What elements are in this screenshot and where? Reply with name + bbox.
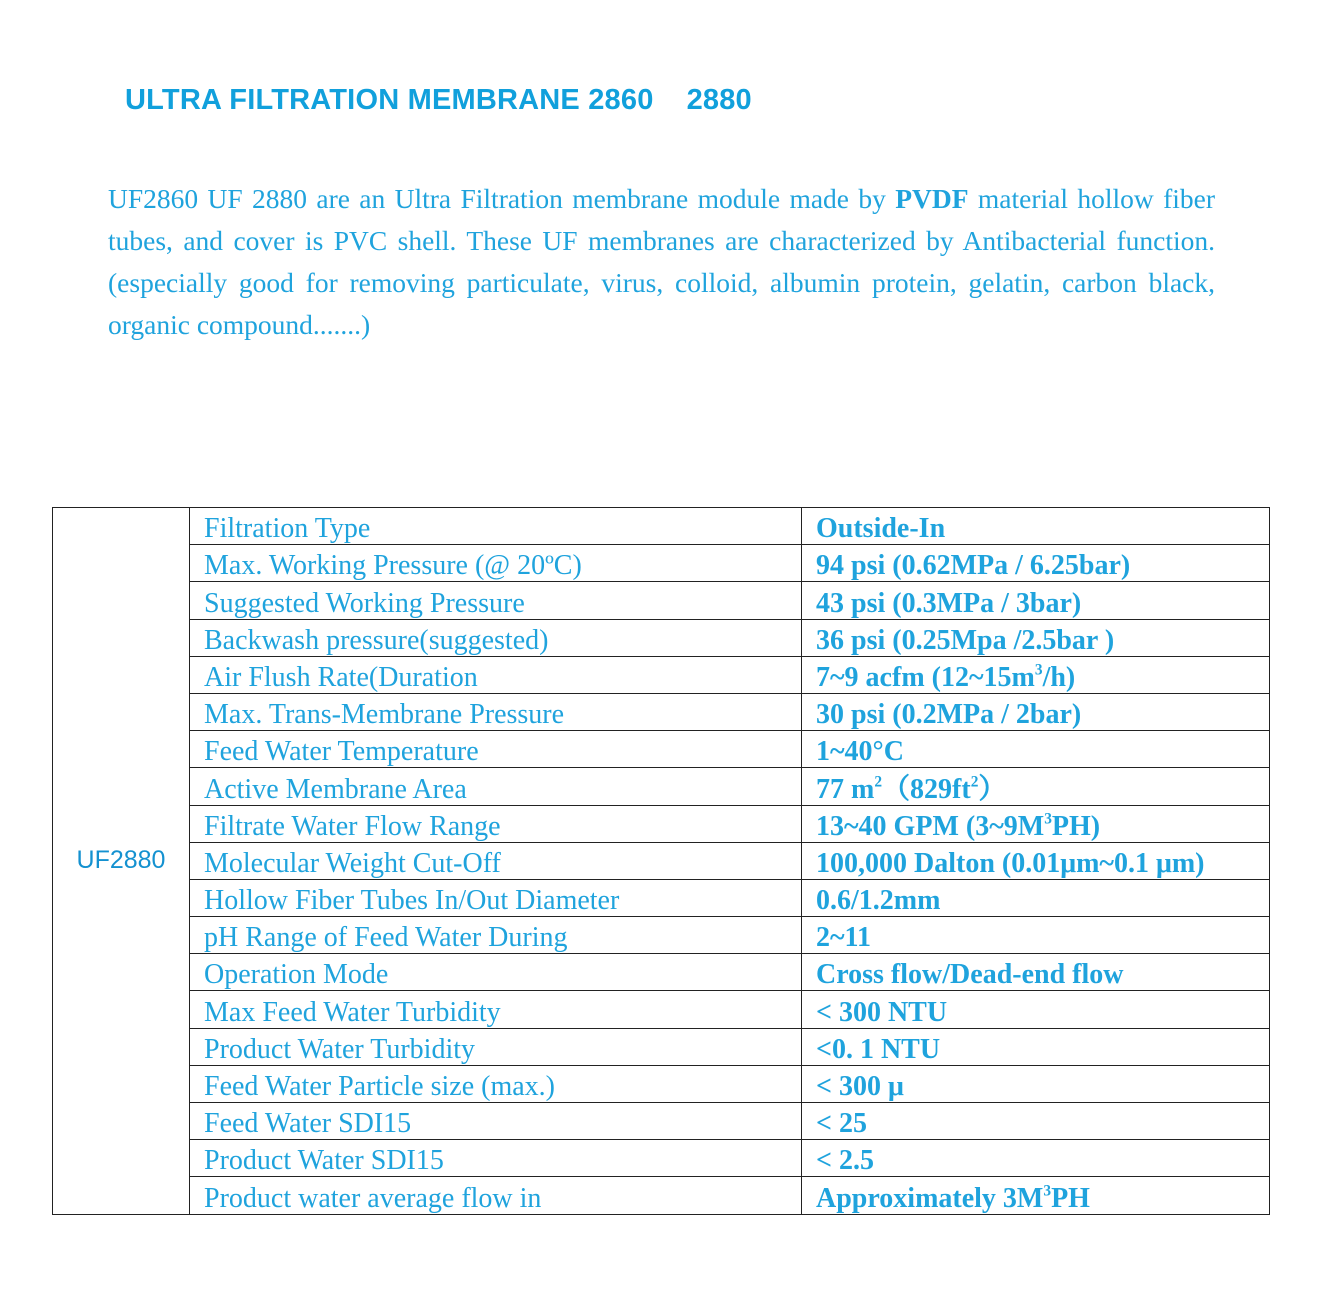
value-operation-mode: Cross flow/Dead-end flow xyxy=(802,954,1270,991)
value-filtrate-flow-range xyxy=(802,805,1270,842)
value-fiber-diameter: 0.6/1.2mm xyxy=(802,879,1270,916)
superscript: 3 xyxy=(1044,810,1052,828)
value-product-average-flow xyxy=(802,1177,1270,1214)
value-part: PH) xyxy=(1051,810,1101,842)
intro-paragraph xyxy=(108,178,1215,346)
table-row xyxy=(53,954,1270,991)
param-mwco: Molecular Weight Cut-Off xyxy=(190,842,802,879)
param-ph-range: pH Range of Feed Water During xyxy=(190,917,802,954)
value-part: PH xyxy=(1051,1182,1090,1214)
value-part: （829ft xyxy=(882,773,971,805)
value-part: /h) xyxy=(1042,661,1076,693)
intro-text-after: material hollow fiber tubes, and cover is PVC shell. These UF membranes are characterized by Antibacterial function.(especially good for removing particulate, virus, colloid, albumin protein, gelatin, carbon black, organic compound.......) xyxy=(108,183,1216,340)
table-row xyxy=(53,1103,1270,1140)
value-feed-water-temperature: 1~40°C xyxy=(802,731,1270,768)
param-filtrate-flow-range: Filtrate Water Flow Range xyxy=(190,805,802,842)
param-air-flush-rate: Air Flush Rate(Duration xyxy=(190,656,802,693)
value-filtration-type: Outside-In xyxy=(802,508,1270,545)
param-product-turbidity: Product Water Turbidity xyxy=(190,1028,802,1065)
superscript: 3 xyxy=(1034,661,1043,679)
table-row xyxy=(53,991,1270,1028)
table-row xyxy=(53,1140,1270,1177)
page-title: ULTRA FILTRATION MEMBRANE 2860 2880 xyxy=(125,84,752,116)
superscript: 2 xyxy=(970,772,979,790)
param-product-average-flow: Product water average flow in xyxy=(190,1177,802,1214)
value-part: ） xyxy=(978,773,1007,805)
param-backwash-pressure: Backwash pressure(suggested) xyxy=(190,619,802,656)
value-part: Approximately 3M xyxy=(816,1182,1044,1214)
table-row xyxy=(53,768,1270,805)
value-product-sdi15: < 2.5 xyxy=(802,1140,1270,1177)
table-row xyxy=(53,879,1270,916)
param-fiber-diameter: Hollow Fiber Tubes In/Out Diameter xyxy=(190,879,802,916)
value-feed-sdi15: < 25 xyxy=(802,1103,1270,1140)
specification-table xyxy=(52,507,1270,1215)
param-suggested-working-pressure: Suggested Working Pressure xyxy=(190,582,802,619)
value-mwco: 100,000 Dalton (0.01μm~0.1 μm) xyxy=(802,842,1270,879)
table-row xyxy=(53,917,1270,954)
table-row xyxy=(53,545,1270,582)
value-part: 77 m xyxy=(816,773,875,805)
value-product-turbidity: <0. 1 NTU xyxy=(802,1028,1270,1065)
model-cell: UF2880 xyxy=(53,508,190,1215)
value-air-flush-rate xyxy=(802,656,1270,693)
intro-text-before: UF2860 UF 2880 are an Ultra Filtration membrane module made by xyxy=(108,183,896,214)
table-row xyxy=(53,582,1270,619)
param-active-membrane-area: Active Membrane Area xyxy=(190,768,802,805)
value-max-working-pressure: 94 psi (0.62MPa / 6.25bar) xyxy=(802,545,1270,582)
param-feed-water-temperature: Feed Water Temperature xyxy=(190,731,802,768)
param-filtration-type: Filtration Type xyxy=(190,508,802,545)
value-part: 7~9 acfm (12~15m xyxy=(816,661,1035,693)
table-row xyxy=(53,693,1270,730)
param-max-tmp: Max. Trans-Membrane Pressure xyxy=(190,693,802,730)
param-product-sdi15: Product Water SDI15 xyxy=(190,1140,802,1177)
value-max-feed-turbidity: < 300 NTU xyxy=(802,991,1270,1028)
param-max-working-pressure: Max. Working Pressure (@ 20ºC) xyxy=(190,545,802,582)
table-row xyxy=(53,656,1270,693)
superscript: 2 xyxy=(874,772,883,790)
value-backwash-pressure: 36 psi (0.25Mpa /2.5bar ) xyxy=(802,619,1270,656)
param-operation-mode: Operation Mode xyxy=(190,954,802,991)
value-suggested-working-pressure: 43 psi (0.3MPa / 3bar) xyxy=(802,582,1270,619)
param-feed-particle-size: Feed Water Particle size (max.) xyxy=(190,1065,802,1102)
table-row xyxy=(53,842,1270,879)
table-row xyxy=(53,1177,1270,1214)
param-max-feed-turbidity: Max Feed Water Turbidity xyxy=(190,991,802,1028)
value-active-membrane-area xyxy=(802,768,1270,805)
table-row xyxy=(53,731,1270,768)
table-row xyxy=(53,1028,1270,1065)
table-row xyxy=(53,1065,1270,1102)
param-feed-sdi15: Feed Water SDI15 xyxy=(190,1103,802,1140)
table-row xyxy=(53,508,1270,545)
table-row xyxy=(53,805,1270,842)
value-feed-particle-size: < 300 μ xyxy=(802,1065,1270,1102)
value-part: 13~40 GPM (3~9M xyxy=(816,810,1045,842)
table-row xyxy=(53,619,1270,656)
value-max-tmp: 30 psi (0.2MPa / 2bar) xyxy=(802,693,1270,730)
superscript: 3 xyxy=(1043,1182,1052,1200)
value-ph-range: 2~11 xyxy=(802,917,1270,954)
intro-highlight-material: PVDF xyxy=(895,183,969,214)
